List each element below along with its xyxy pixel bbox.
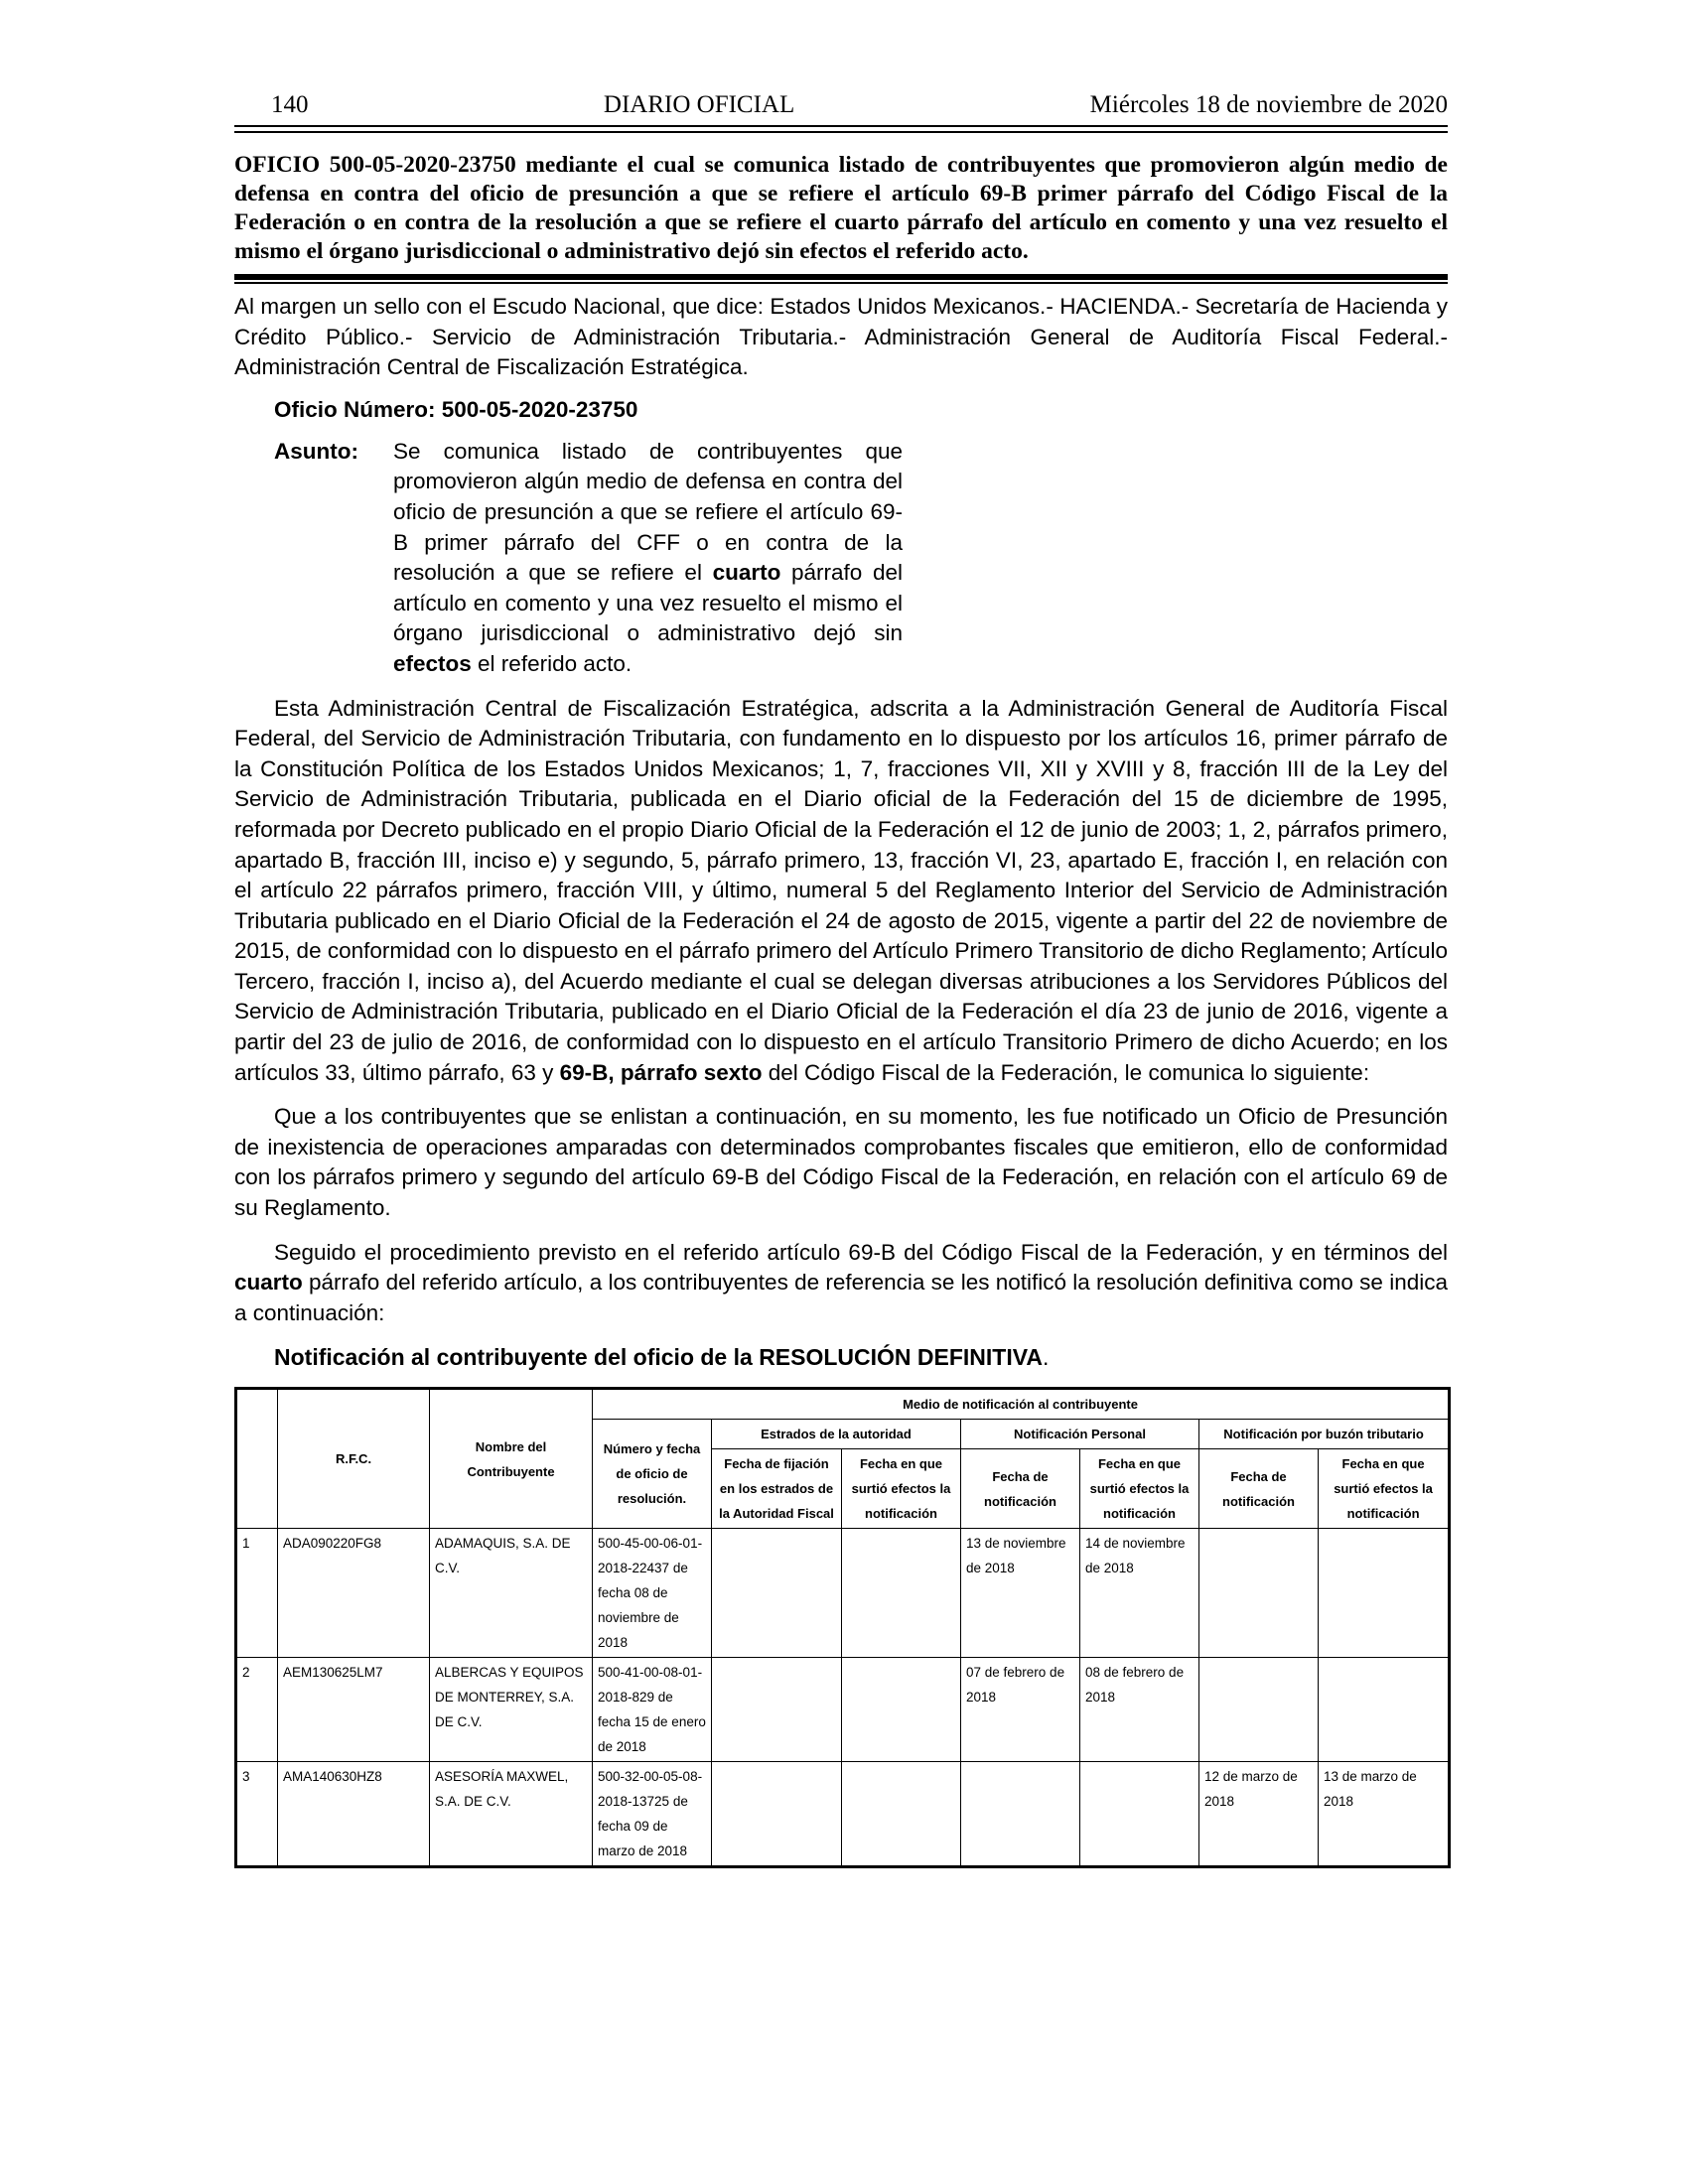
page-number: 140: [271, 91, 309, 118]
cell-estrados-fijacion: [712, 1529, 842, 1658]
cell-estrados-surtio: [842, 1529, 961, 1658]
cell-buzon-notif: 12 de marzo de 2018: [1199, 1762, 1319, 1867]
col-header-numero-oficio: Número y fecha de oficio de resolución.: [593, 1420, 712, 1529]
table-row: [236, 1529, 1450, 1658]
cell-estrados-surtio: [842, 1762, 961, 1867]
cell-buzon-notif: [1199, 1658, 1319, 1762]
cell-num: 3: [236, 1762, 278, 1867]
col-header-buzon-notif: Fecha de notificación: [1199, 1449, 1319, 1529]
col-header-num: [236, 1389, 278, 1529]
col-header-personal: Notificación Personal: [961, 1420, 1199, 1449]
cell-estrados-surtio: [842, 1658, 961, 1762]
cell-personal-surtio: 08 de febrero de 2018: [1080, 1658, 1199, 1762]
oficio-number: Oficio Número: 500-05-2020-23750: [274, 396, 638, 422]
cell-oficio: 500-32-00-05-08-2018-13725 de fecha 09 de marzo de 2018: [593, 1762, 712, 1867]
cell-rfc: ADA090220FG8: [278, 1529, 430, 1658]
table-row: [236, 1658, 1450, 1762]
document-title: OFICIO 500-05-2020-23750 mediante el cual se comunica listado de contribuyentes que promovieron algún medio de defensa en contra del oficio de presunción a que se refiere el artículo 69-B primer párrafo del Código Fiscal de la Federación o en contra de la resolución a que se refiere el cuarto párrafo del artículo en comento y una vez resuelto el mismo el órgano jurisdiccional o administrativo dejó sin efectos el referido acto.: [234, 151, 1448, 280]
col-header-nombre: Nombre del Contribuyente: [430, 1389, 593, 1529]
contribuyentes-table: [234, 1387, 1451, 1868]
col-header-personal-surtio: Fecha en que surtió efectos la notificación: [1080, 1449, 1199, 1529]
col-header-personal-notif: Fecha de notificación: [961, 1449, 1080, 1529]
col-header-medio: Medio de notificación al contribuyente: [593, 1389, 1450, 1420]
col-header-estrados: Estrados de la autoridad: [712, 1420, 961, 1449]
cell-buzon-surtio: [1319, 1658, 1450, 1762]
asunto-label: Asunto:: [274, 438, 358, 464]
col-header-estrados-fijacion: Fecha de fijación en los estrados de la Autoridad Fiscal: [712, 1449, 842, 1529]
margin-note: Al margen un sello con el Escudo Nacional, que dice: Estados Unidos Mexicanos.- HACIENDA.- Secretaría de Hacienda y Crédito Público.- Servicio de Administración Tributaria.- Administración General de Auditoría Fiscal Federal.- Administración Central de Fiscalización Estratégica.: [234, 294, 1448, 380]
page-header: [234, 91, 1448, 127]
title-divider: [234, 282, 1448, 284]
publication-date: Miércoles 18 de noviembre de 2020: [1089, 91, 1448, 118]
cell-personal-surtio: [1080, 1762, 1199, 1867]
publication-name: DIARIO OFICIAL: [603, 91, 795, 118]
cell-num: 2: [236, 1658, 278, 1762]
cell-nombre: ASESORÍA MAXWEL, S.A. DE C.V.: [430, 1762, 593, 1867]
paragraph-procedimiento: Seguido el procedimiento previsto en el referido artículo 69-B del Código Fiscal de la Federación, y en términos del cuarto párrafo del referido artículo, a los contribuyentes de referencia se les notificó la resolución definitiva como se indica a continuación:: [234, 1239, 1448, 1325]
cell-buzon-surtio: 13 de marzo de 2018: [1319, 1762, 1450, 1867]
col-header-buzon-surtio: Fecha en que surtió efectos la notificación: [1319, 1449, 1450, 1529]
cell-num: 1: [236, 1529, 278, 1658]
paragraph-fundamento: Esta Administración Central de Fiscalización Estratégica, adscrita a la Administración General de Auditoría Fiscal Federal, del Servicio de Administración Tributaria, con fundamento en lo dispuesto por los artículos 16, primer párrafo de la Constitución Política de los Estados Unidos Mexicanos; 1, 7, fracciones VII, XII y XVIII y 8, fracción III de la Ley del Servicio de Administración Tributaria, publicada en el Diario oficial de la Federación del 15 de diciembre de 1995, reformada por Decreto publicado en el propio Diario Oficial de la Federación el 12 de junio de 2003; 1, 2, párrafos primero, apartado B, fracción III, inciso e) y segundo, 5, párrafo primero, 13, fracción VI, 23, apartado E, fracción I, en relación con el artículo 22 párrafos primero, fracción VIII, y último, numeral 5 del Reglamento Interior del Servicio de Administración Tributaria publicado en el Diario Oficial de la Federación el 24 de agosto de 2015, vigente a partir del 22 de noviembre de 2015, de conformidad con lo dispuesto en el párrafo primero del Artículo Primero Transitorio de dicho Reglamento; Artículo Tercero, fracción I, inciso a), del Acuerdo mediante el cual se delegan diversas atribuciones a los Servidores Públicos del Servicio de Administración Tributaria, publicado en el Diario Oficial de la Federación el día 23 de junio de 2016, vigente a partir del 23 de julio de 2016, de conformidad con lo dispuesto en el artículo Transitorio Primero de dicho Acuerdo; en los artículos 33, último párrafo, 63 y 69-B, párrafo sexto del Código Fiscal de la Federación, le comunica lo siguiente:: [234, 695, 1448, 1085]
cell-personal-notif: 07 de febrero de 2018: [961, 1658, 1080, 1762]
cell-estrados-fijacion: [712, 1762, 842, 1867]
asunto-text: Se comunica listado de contribuyentes que promovieron algún medio de defensa en contra del oficio de presunción a que se refiere el artículo 69-B primer párrafo del CFF o en contra de la resolución a que se refiere el cuarto párrafo del artículo en comento y una vez resuelto el mismo el órgano jurisdiccional o administrativo dejó sin efectos el referido acto.: [393, 438, 904, 676]
table-row: [236, 1762, 1450, 1867]
cell-rfc: AEM130625LM7: [278, 1658, 430, 1762]
cell-estrados-fijacion: [712, 1658, 842, 1762]
cell-buzon-surtio: [1319, 1529, 1450, 1658]
cell-nombre: ADAMAQUIS, S.A. DE C.V.: [430, 1529, 593, 1658]
col-header-estrados-surtio: Fecha en que surtió efectos la notificación: [842, 1449, 961, 1529]
col-header-rfc: R.F.C.: [278, 1389, 430, 1529]
cell-personal-surtio: 14 de noviembre de 2018: [1080, 1529, 1199, 1658]
cell-oficio: 500-45-00-06-01-2018-22437 de fecha 08 de noviembre de 2018: [593, 1529, 712, 1658]
cell-buzon-notif: [1199, 1529, 1319, 1658]
document-page: [234, 91, 1448, 1868]
cell-personal-notif: [961, 1762, 1080, 1867]
table-heading: Notificación al contribuyente del oficio de la RESOLUCIÓN DEFINITIVA.: [274, 1344, 1050, 1371]
asunto-block: [274, 437, 946, 680]
cell-personal-notif: 13 de noviembre de 2018: [961, 1529, 1080, 1658]
cell-oficio: 500-41-00-08-01-2018-829 de fecha 15 de enero de 2018: [593, 1658, 712, 1762]
cell-rfc: AMA140630HZ8: [278, 1762, 430, 1867]
cell-nombre: ALBERCAS Y EQUIPOS DE MONTERREY, S.A. DE C.V.: [430, 1658, 593, 1762]
paragraph-presuncion: Que a los contribuyentes que se enlistan a continuación, en su momento, les fue notificado un Oficio de Presunción de inexistencia de operaciones amparadas con determinados comprobantes fiscales que emitieron, ello de conformidad con los párrafos primero y segundo del artículo 69-B del Código Fiscal de la Federación, en relación con el artículo 69 de su Reglamento.: [234, 1104, 1448, 1221]
col-header-buzon: Notificación por buzón tributario: [1199, 1420, 1450, 1449]
